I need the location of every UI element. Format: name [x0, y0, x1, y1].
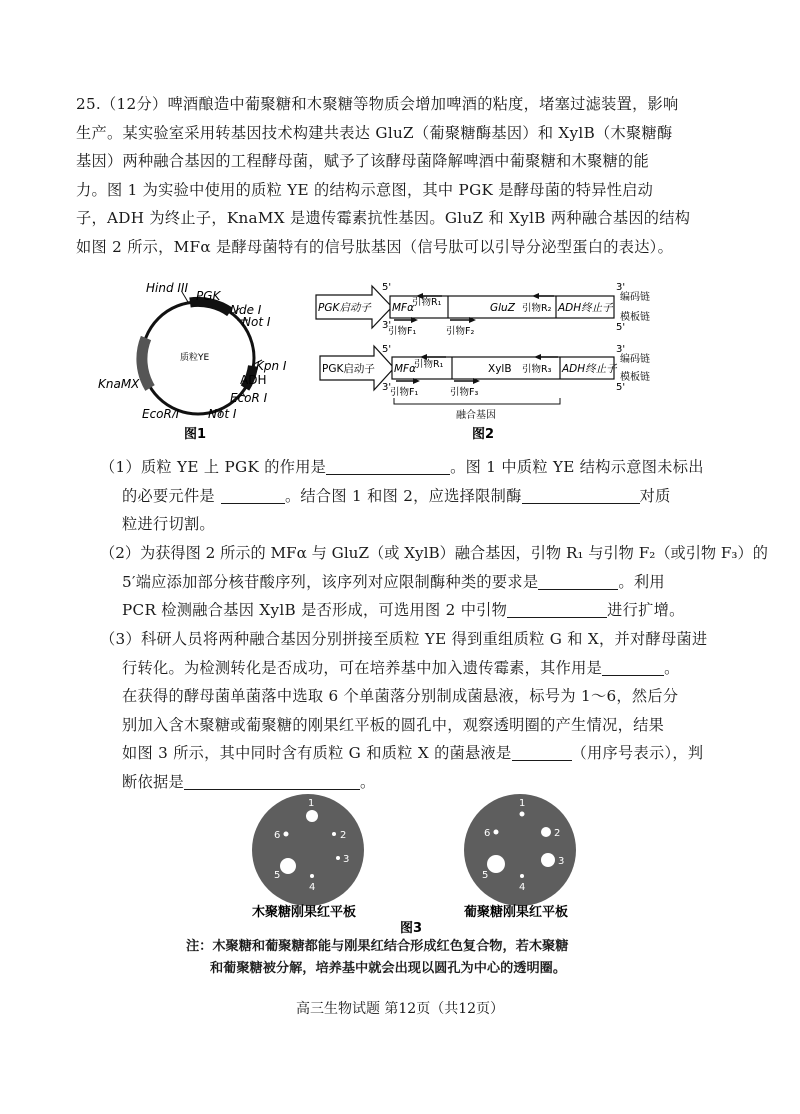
bottom-5prime-right: 5' — [616, 382, 626, 393]
well-xylan-3-num: 3 — [343, 854, 350, 865]
q2-text: PCR 检测融合基因 XylB 是否形成，可选用图 2 中引物 — [122, 601, 508, 620]
well-xylan-4 — [310, 874, 314, 878]
q3-line: 在获得的酵母菌单菌落中选取 6 个单菌落分别制成菌悬液，标号为 1～6，然后分 — [122, 687, 679, 706]
bottom-gene-label: XylB — [488, 363, 512, 375]
top-terminator-label: ADH终止子 — [558, 302, 613, 314]
top-primer-f1: 引物F₁ — [388, 326, 417, 337]
q1-text: 的必要元件是 — [122, 486, 215, 505]
figure-note — [186, 936, 646, 980]
q3-blank-1[interactable] — [602, 657, 664, 676]
bottom-promoter-label: PGK启动子 — [322, 363, 375, 375]
intro-line: 子，ADH 为终止子，KnaMX 是遗传霉素抗性基因。GluZ 和 XylB 两种融合基因的结构 — [76, 209, 691, 228]
well-xylan-6-num: 6 — [274, 830, 281, 841]
bottom-template-label: 模板链 — [620, 372, 650, 383]
q2-text: 进行扩增。 — [607, 601, 685, 620]
knamx-label: KnaMX — [98, 377, 140, 391]
well-xylan-2-num: 2 — [340, 830, 347, 841]
well-glucan-5 — [487, 855, 505, 873]
figure3-plates — [240, 792, 600, 938]
fusion-label: 融合基因 — [456, 410, 496, 421]
well-xylan-1-num: 1 — [308, 798, 315, 809]
q3-line: 别加入含木聚糖或葡聚糖的刚果红平板的圆孔中，观察透明圈的产生情况，结果 — [122, 715, 665, 734]
bottom-3prime-right: 3' — [616, 344, 626, 355]
bottom-terminator-label: ADH终止子 — [562, 363, 617, 375]
top-gene-label: GluZ — [490, 302, 515, 314]
well-glucan-2-num: 2 — [554, 828, 561, 839]
intro-line: 25.（12分）啤酒酿造中葡聚糖和木聚糖等物质会增加啤酒的粘度，堵塞过滤装置，影响 — [76, 95, 679, 113]
top-mfa-label: MFα — [392, 302, 415, 314]
q1-blank-3[interactable] — [522, 485, 640, 504]
q3-blank-3[interactable] — [184, 771, 360, 790]
well-glucan-3-num: 3 — [558, 856, 565, 867]
bottom-primer-r3: 引物R₃ — [522, 364, 552, 375]
figure2-fusion-genes — [310, 278, 690, 444]
well-glucan-3 — [541, 853, 555, 867]
intro-line: 力。图 1 为实验中使用的质粒 YE 的结构示意图，其中 PGK 是酵母菌的特异性启动 — [76, 180, 654, 199]
q2-blank-2[interactable] — [507, 599, 607, 618]
q1-text: 。结合图 1 和图 2，应选择限制酶 — [284, 486, 522, 505]
intro-line: 基因）两种融合基因的工程酵母菌，赋予了该酵母菌降解啤酒中葡聚糖和木聚糖的能 — [76, 152, 650, 171]
q3-text: （用序号表示），判 — [571, 744, 704, 763]
q3-text: 如图 3 所示，其中同时含有质粒 G 和质粒 X 的菌悬液是 — [122, 744, 512, 763]
well-xylan-2 — [332, 832, 336, 836]
q1-text: 对质 — [639, 486, 671, 505]
q1-text: （1）质粒 YE 上 PGK 的作用是 — [100, 458, 327, 476]
bottom-primer-f3: 引物F₃ — [450, 387, 479, 398]
well-xylan-5 — [280, 858, 296, 874]
top-3prime-right: 3' — [616, 282, 626, 293]
plasmid-center-label: 质粒YE — [180, 353, 210, 363]
q1-text: 粒进行切割。 — [122, 515, 215, 534]
bottom-coding-label: 编码链 — [620, 354, 650, 365]
q3-text: 断依据是 — [122, 772, 184, 791]
top-coding-label: 编码链 — [620, 292, 650, 303]
question-3 — [100, 625, 730, 797]
plate-glucan-label: 葡聚糖刚果红平板 — [464, 905, 569, 920]
note-line: 注：木聚糖和葡聚糖都能与刚果红结合形成红色复合物，若木聚糖 — [186, 939, 569, 954]
pgk-segment — [190, 302, 230, 312]
well-glucan-4 — [520, 874, 524, 878]
q3-blank-2[interactable] — [512, 742, 572, 761]
question-2 — [100, 539, 768, 625]
pgk-label: PGK — [196, 289, 221, 303]
top-template-label: 模板链 — [620, 312, 650, 323]
knamx-segment — [142, 338, 150, 388]
bottom-5prime-left: 5' — [382, 344, 392, 355]
q1-text: 。图 1 中质粒 YE 结构示意图未标出 — [450, 458, 704, 476]
well-glucan-4-num: 4 — [519, 882, 526, 893]
bottom-3prime-left: 3' — [382, 382, 392, 393]
well-glucan-1-num: 1 — [519, 798, 526, 809]
intro-line: 如图 2 所示，MFα 是酵母菌特有的信号肽基因（信号肽可以引导分泌型蛋白的表达）。 — [76, 237, 674, 256]
figure1-plasmid-map — [90, 278, 310, 444]
plate-xylan-label: 木聚糖刚果红平板 — [252, 905, 357, 920]
nde-label: Nde I — [230, 303, 262, 317]
question-1 — [100, 453, 728, 539]
q3-text: 。 — [359, 772, 376, 791]
ecor-bottom-label: EcoR I — [142, 407, 180, 421]
figure1-caption: 图1 — [184, 427, 207, 442]
bottom-primer-f1: 引物F₁ — [390, 387, 419, 398]
top-promoter-label: PGK启动子 — [318, 302, 371, 314]
well-xylan-4-num: 4 — [309, 882, 316, 893]
ecor-right-label: EcoR I — [230, 391, 268, 405]
q1-blank-1[interactable] — [326, 456, 450, 475]
hind-label: Hind III — [146, 281, 189, 295]
q3-text: 行转化。为检测转化是否成功，可在培养基中加入遗传霉素，其作用是 — [122, 658, 603, 677]
bottom-primer-r1: 引物R₁ — [414, 359, 444, 370]
q1-blank-2[interactable] — [221, 485, 285, 504]
well-glucan-6 — [494, 830, 499, 835]
top-5prime-left: 5' — [382, 282, 392, 293]
kpn-label: Kpn I — [256, 359, 287, 373]
top-primer-f2: 引物F₂ — [446, 326, 475, 337]
well-xylan-1 — [306, 810, 318, 822]
note-line: 和葡聚糖被分解，培养基中就会出现以圆孔为中心的透明圈。 — [210, 961, 567, 976]
page-footer: 高三生物试题 第12页（共12页） — [295, 1001, 505, 1017]
well-glucan-1 — [520, 812, 525, 817]
intro-line: 生产。某实验室采用转基因技术构建共表达 GluZ（葡聚糖酶基因）和 XylB（木聚糖酶 — [76, 123, 673, 142]
top-5prime-right: 5' — [616, 322, 626, 333]
adh-label: ADH — [240, 373, 267, 387]
q2-text: 。利用 — [618, 572, 665, 591]
top-5prime-left-bottom: 3' — [382, 320, 392, 331]
q3-line: （3）科研人员将两种融合基因分别拼接至质粒 YE 得到重组质粒 G 和 X，并对酵母菌进 — [100, 630, 708, 648]
well-glucan-5-num: 5 — [482, 870, 489, 881]
well-xylan-6 — [284, 832, 289, 837]
not-bottom-label: Not I — [208, 407, 237, 421]
bottom-mfa-label: MFα — [394, 363, 417, 375]
q3-text: 。 — [664, 658, 680, 677]
q2-line: （2）为获得图 2 所示的 MFα 与 GluZ（或 XylB）融合基因，引物 R₁ 与引物 F₂（或引物 F₃）的 — [100, 544, 768, 562]
q2-text: 5′端应添加部分核苷酸序列，该序列对应限制酶种类的要求是 — [122, 572, 539, 591]
well-xylan-5-num: 5 — [274, 870, 281, 881]
not-top-label: Not I — [242, 315, 271, 329]
well-xylan-3 — [336, 856, 340, 860]
well-glucan-6-num: 6 — [484, 828, 491, 839]
top-primer-r2: 引物R₂ — [522, 303, 552, 314]
figure2-caption: 图2 — [472, 427, 495, 442]
plate-xylan — [252, 794, 364, 906]
figure3-caption: 图3 — [400, 921, 423, 936]
fusion-bracket — [394, 398, 560, 404]
well-glucan-2 — [541, 827, 551, 837]
question-intro — [76, 90, 726, 262]
top-primer-r1: 引物R₁ — [412, 297, 442, 308]
q2-blank-1[interactable] — [538, 571, 618, 590]
